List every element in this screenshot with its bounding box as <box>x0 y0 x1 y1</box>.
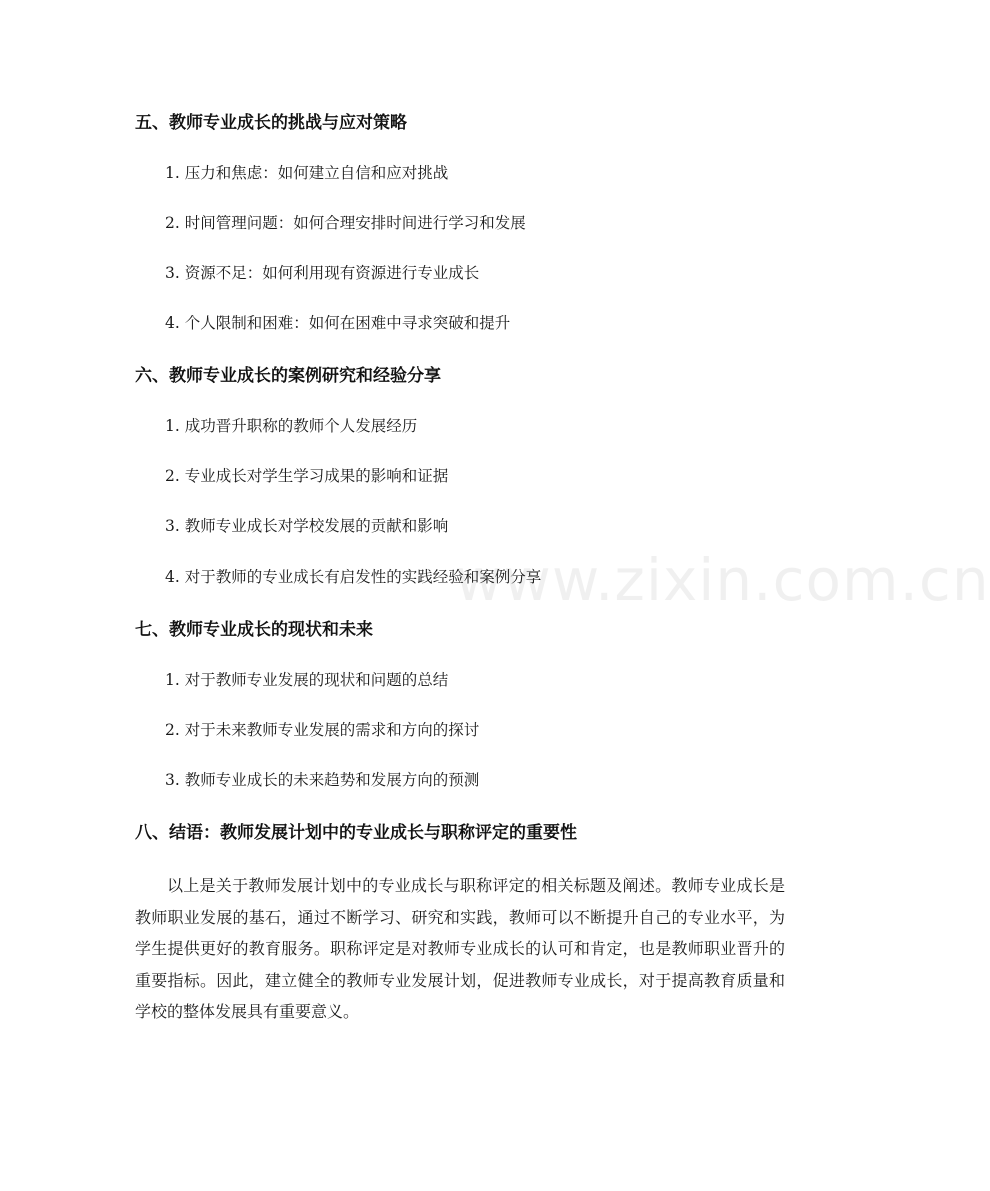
section-6-item-4: 4. 对于教师的专业成长有启发性的实践经验和案例分享 <box>165 568 542 586</box>
section-7-item-3: 3. 教师专业成长的未来趋势和发展方向的预测 <box>165 771 480 789</box>
section-7-item-1: 1. 对于教师专业发展的现状和问题的总结 <box>165 671 449 689</box>
section-5-item-2: 2. 时间管理问题：如何合理安排时间进行学习和发展 <box>165 214 526 232</box>
section-6-item-2: 2. 专业成长对学生学习成果的影响和证据 <box>165 467 449 485</box>
watermark: www.zixin.com.cn <box>455 546 990 614</box>
section-5-item-3: 3. 资源不足：如何利用现有资源进行专业成长 <box>165 264 480 282</box>
section-6-heading: 六、教师专业成长的案例研究和经验分享 <box>135 366 441 386</box>
section-5-item-4: 4. 个人限制和困难：如何在困难中寻求突破和提升 <box>165 314 511 332</box>
section-5-item-1: 1. 压力和焦虑：如何建立自信和应对挑战 <box>165 164 449 182</box>
section-6-item-3: 3. 教师专业成长对学校发展的贡献和影响 <box>165 517 449 535</box>
conclusion-paragraph: 以上是关于教师发展计划中的专业成长与职称评定的相关标题及阐述。教师专业成长是教师职业发展的基石，通过不断学习、研究和实践，教师可以不断提升自己的专业水平，为学生提供更好的教育服务。职称评定是对教师专业成长的认可和肯定，也是教师职业晋升的重要指标。因此，建立健全的教师专业发展计划，促进教师专业成长，对于提高教育质量和学校的整体发展具有重要意义。 <box>135 876 785 1021</box>
section-7-heading: 七、教师专业成长的现状和未来 <box>135 620 373 640</box>
section-6-item-1: 1. 成功晋升职称的教师个人发展经历 <box>165 417 418 435</box>
section-8-heading: 八、结语：教师发展计划中的专业成长与职称评定的重要性 <box>135 823 577 843</box>
section-5-heading: 五、教师专业成长的挑战与应对策略 <box>135 113 407 133</box>
section-7-item-2: 2. 对于未来教师专业发展的需求和方向的探讨 <box>165 721 480 739</box>
